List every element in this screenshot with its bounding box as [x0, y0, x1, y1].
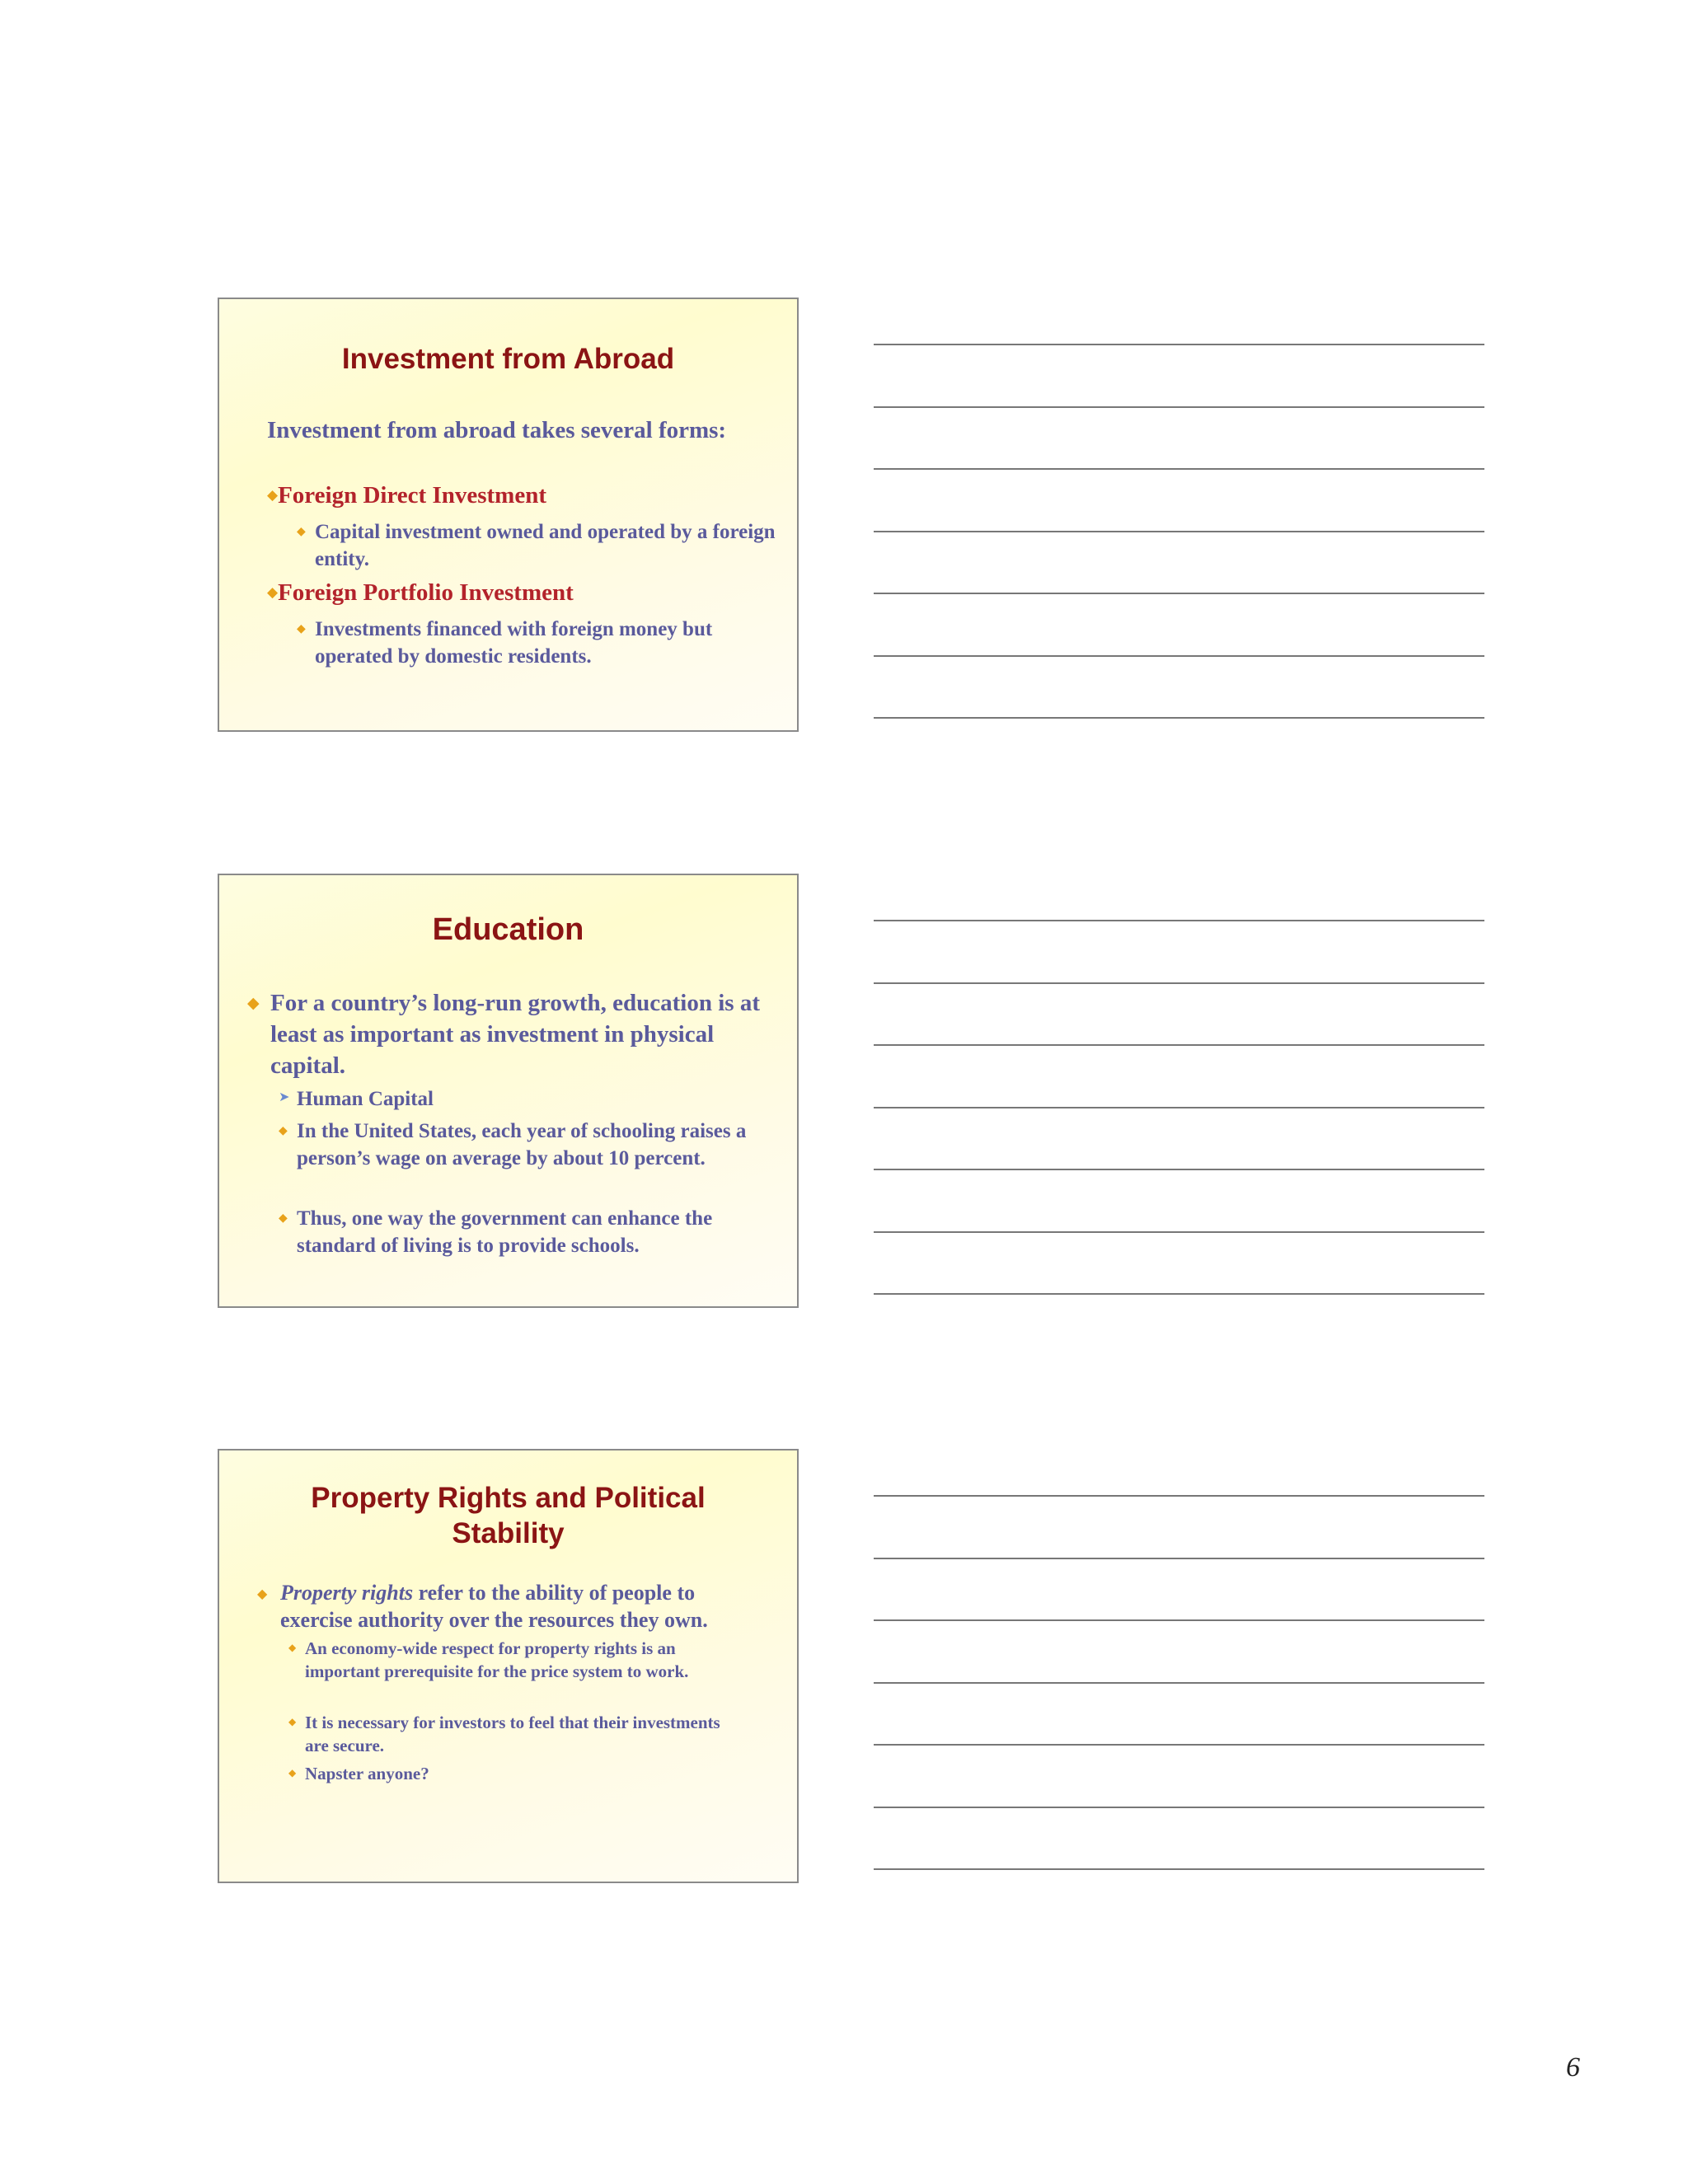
diamond-bullet-icon: ◆: [288, 1642, 297, 1653]
diamond-bullet-icon: ◆: [297, 623, 306, 635]
list-item-fdi: [267, 482, 546, 509]
diamond-bullet-icon: ◆: [288, 1716, 297, 1727]
main-bullet-text: For a country’s long-run growth, education is at least as important as investment in physical capital.: [270, 990, 760, 1079]
note-line: [874, 344, 1484, 345]
note-line: [874, 468, 1484, 470]
note-line: [874, 1682, 1484, 1684]
property-rights-definition: refer to the ability of people to exercise authority over the resources they own.: [280, 1581, 708, 1632]
diamond-bullet-icon: ◆: [279, 1212, 288, 1225]
note-line: [874, 1558, 1484, 1559]
slide-education: [218, 874, 799, 1308]
napster-text: Napster anyone?: [305, 1764, 429, 1783]
note-line: [874, 1293, 1484, 1295]
investors-text: It is necessary for investors to feel that their investments are secure.: [305, 1713, 720, 1755]
note-line: [874, 1619, 1484, 1621]
diamond-bullet-icon: ◆: [267, 487, 279, 503]
note-line: [874, 920, 1484, 921]
government-text: Thus, one way the government can enhance the standard of living is to provide schools.: [297, 1207, 713, 1257]
note-line: [874, 1495, 1484, 1497]
arrowhead-bullet-icon: ➤: [279, 1090, 290, 1104]
diamond-bullet-icon: ◆: [297, 526, 306, 538]
diamond-bullet-icon: ◆: [267, 584, 279, 600]
diamond-bullet-icon: ◆: [288, 1767, 297, 1779]
note-line: [874, 1744, 1484, 1746]
note-line: [874, 406, 1484, 408]
diamond-bullet-icon: ◆: [247, 995, 260, 1012]
note-line: [874, 717, 1484, 719]
note-line: [874, 1231, 1484, 1233]
property-rights-term: Property rights: [280, 1581, 414, 1605]
slide-title: Education: [432, 912, 584, 947]
fpi-label: Foreign Portfolio Investment: [278, 579, 574, 606]
main-bullet-text: [280, 1579, 758, 1633]
diamond-bullet-icon: ◆: [257, 1587, 268, 1601]
slide-property-rights: [218, 1449, 799, 1883]
diamond-bullet-icon: ◆: [279, 1125, 288, 1137]
schooling-text: In the United States, each year of schooling raises a person’s wage on average by about 10 percent.: [297, 1120, 747, 1169]
fdi-description: Capital investment owned and operated by a foreign entity.: [315, 521, 776, 570]
note-line: [874, 1868, 1484, 1870]
fpi-description: Investments financed with foreign money but operated by domestic residents.: [315, 618, 713, 668]
respect-text: An economy-wide respect for property rights is an important prerequisite for the price system to work.: [305, 1638, 689, 1681]
note-line: [874, 593, 1484, 594]
slide-title: Investment from Abroad: [341, 343, 675, 375]
list-item-fpi: [267, 579, 574, 607]
slide-investment-from-abroad: [218, 298, 799, 732]
note-line: [874, 1044, 1484, 1046]
note-line: [874, 1107, 1484, 1108]
note-line: [874, 531, 1484, 532]
note-line: [874, 655, 1484, 657]
slide-title: Property Rights and Political Stability: [311, 1482, 706, 1549]
intro-text: Investment from abroad takes several forms:: [267, 417, 727, 443]
note-line: [874, 982, 1484, 984]
note-line: [874, 1807, 1484, 1808]
note-line: [874, 1169, 1484, 1170]
page-number: 6: [1566, 2052, 1580, 2083]
human-capital-text: Human Capital: [297, 1088, 434, 1110]
fdi-label: Foreign Direct Investment: [278, 482, 546, 509]
